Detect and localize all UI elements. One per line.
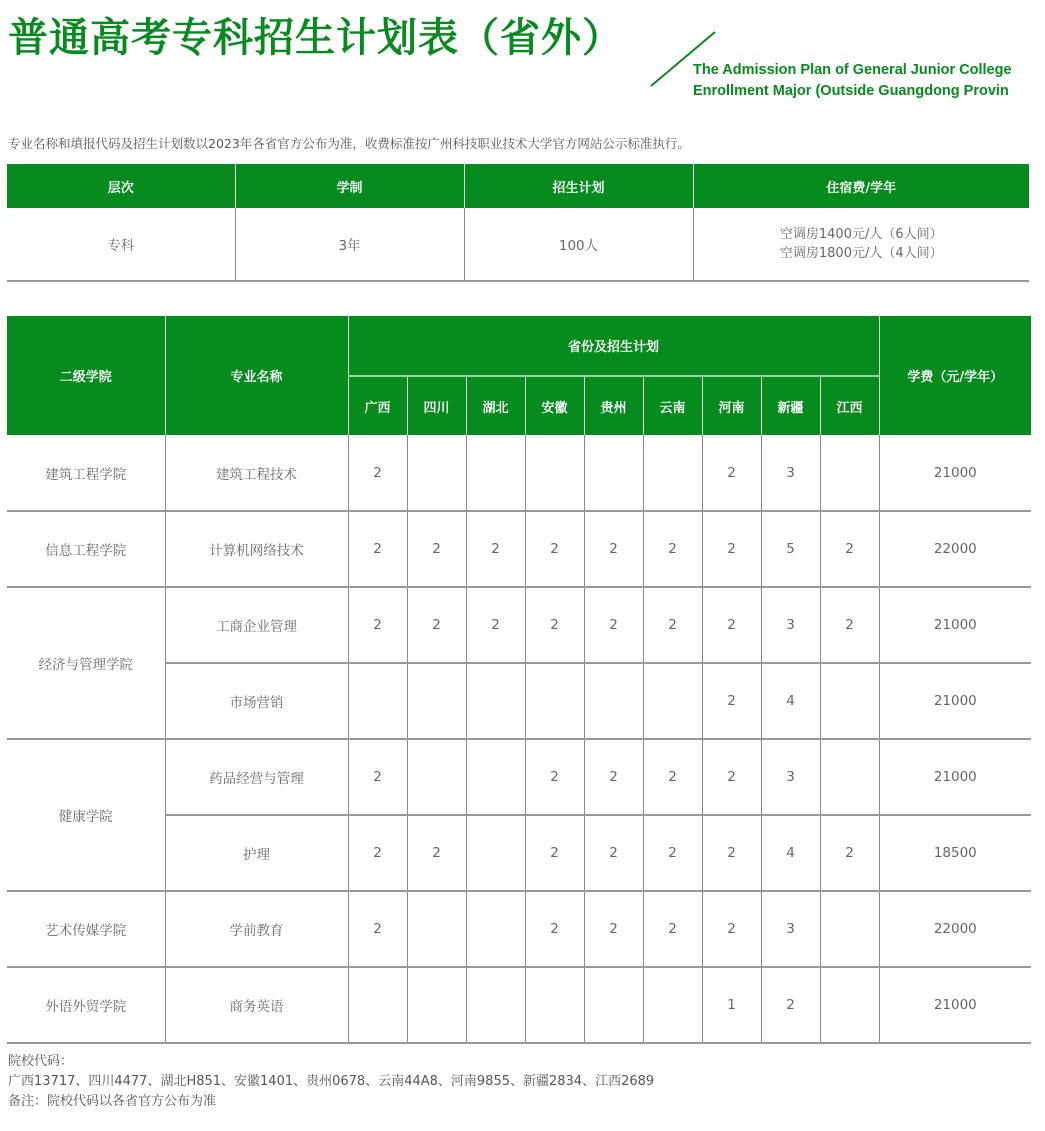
footer-notes (8, 1052, 654, 1112)
college-cell: 外语外贸学院 (7, 967, 165, 1043)
tuition-cell: 18500 (879, 815, 1031, 891)
count-cell: 5 (761, 511, 820, 587)
count-cell (820, 891, 879, 967)
count-cell (643, 967, 702, 1043)
table-row (7, 739, 1031, 815)
count-cell: 2 (525, 891, 584, 967)
enrollment-plan-table (7, 316, 1031, 1044)
college-cell: 健康学院 (7, 739, 165, 891)
count-cell (643, 435, 702, 511)
intro-note: 专业名称和填报代码及招生计划数以2023年各省官方公布为准，收费标准按广州科技职业技术大学官方网站公示标准执行。 (8, 136, 690, 151)
count-cell: 1 (702, 967, 761, 1043)
count-cell: 2 (702, 435, 761, 511)
major-cell: 学前教育 (165, 891, 348, 967)
count-cell (820, 435, 879, 511)
count-cell: 2 (584, 891, 643, 967)
tuition-cell: 21000 (879, 435, 1031, 511)
count-cell: 3 (761, 891, 820, 967)
tuition-cell: 22000 (879, 891, 1031, 967)
summary-row (7, 208, 1029, 281)
count-cell: 2 (348, 739, 407, 815)
count-cell: 2 (643, 511, 702, 587)
count-cell: 2 (525, 815, 584, 891)
header-province-hubei: 湖北 (466, 376, 525, 435)
count-cell (348, 967, 407, 1043)
header-level: 层次 (7, 164, 235, 208)
count-cell: 2 (466, 587, 525, 663)
count-cell: 2 (820, 587, 879, 663)
subtitle-line-2: Enrollment Major (Outside Guangdong Provin (693, 83, 1009, 99)
college-cell: 建筑工程学院 (7, 435, 165, 511)
count-cell (820, 739, 879, 815)
codes-label: 院校代码： (8, 1054, 74, 1069)
count-cell: 2 (702, 587, 761, 663)
college-cell: 艺术传媒学院 (7, 891, 165, 967)
remark: 备注：院校代码以各省官方公布为准 (8, 1094, 217, 1109)
table-row (7, 587, 1031, 663)
count-cell: 2 (525, 739, 584, 815)
header-college: 二级学院 (7, 316, 165, 435)
subtitle-line-1: The Admission Plan of General Junior College (693, 62, 1012, 78)
dorm-fee-line-2: 空调房1800元/人（4人间） (779, 246, 943, 261)
major-cell: 商务英语 (165, 967, 348, 1043)
major-cell: 工商企业管理 (165, 587, 348, 663)
header-province-henan: 河南 (702, 376, 761, 435)
header-duration: 学制 (235, 164, 464, 208)
count-cell: 2 (702, 663, 761, 739)
header-province-yunnan: 云南 (643, 376, 702, 435)
count-cell: 2 (761, 967, 820, 1043)
count-cell: 2 (407, 511, 466, 587)
count-cell (820, 967, 879, 1043)
summary-table (7, 164, 1029, 282)
count-cell (407, 435, 466, 511)
header-province-xinjiang: 新疆 (761, 376, 820, 435)
count-cell (407, 891, 466, 967)
count-cell (466, 815, 525, 891)
table-row (7, 967, 1031, 1043)
count-cell: 2 (525, 511, 584, 587)
count-cell: 2 (584, 815, 643, 891)
major-cell: 药品经营与管理 (165, 739, 348, 815)
count-cell: 2 (348, 511, 407, 587)
major-cell: 市场营销 (165, 663, 348, 739)
header-dorm-fee: 住宿费/学年 (693, 164, 1029, 208)
header-province-guangxi: 广西 (348, 376, 407, 435)
count-cell: 2 (584, 739, 643, 815)
count-cell: 2 (407, 815, 466, 891)
count-cell: 2 (702, 891, 761, 967)
tuition-cell: 21000 (879, 587, 1031, 663)
count-cell (407, 739, 466, 815)
count-cell (643, 663, 702, 739)
count-cell: 2 (584, 587, 643, 663)
count-cell (525, 435, 584, 511)
header-tuition: 学费（元/学年） (879, 316, 1031, 435)
header-province-jiangxi: 江西 (820, 376, 879, 435)
header-province-sichuan: 四川 (407, 376, 466, 435)
count-cell: 2 (643, 587, 702, 663)
count-cell: 2 (820, 815, 879, 891)
count-cell: 2 (348, 587, 407, 663)
count-cell: 4 (761, 663, 820, 739)
count-cell (584, 663, 643, 739)
count-cell (466, 663, 525, 739)
cell-duration: 3年 (235, 208, 464, 281)
count-cell (407, 967, 466, 1043)
table-row (7, 435, 1031, 511)
school-codes: 广西13717、四川4477、湖北H851、安徽1401、贵州0678、云南44A8、河南9855、新疆2834、江西2689 (8, 1074, 655, 1089)
table-row (7, 511, 1031, 587)
count-cell: 2 (466, 511, 525, 587)
count-cell: 2 (702, 511, 761, 587)
count-cell: 2 (348, 435, 407, 511)
count-cell: 3 (761, 739, 820, 815)
major-cell: 建筑工程技术 (165, 435, 348, 511)
header-plan: 招生计划 (464, 164, 693, 208)
count-cell: 2 (643, 891, 702, 967)
major-cell: 护理 (165, 815, 348, 891)
count-cell (584, 967, 643, 1043)
count-cell: 2 (584, 511, 643, 587)
cell-dorm-fee (693, 208, 1029, 281)
count-cell: 4 (761, 815, 820, 891)
count-cell: 3 (761, 435, 820, 511)
count-cell (407, 663, 466, 739)
count-cell: 2 (702, 739, 761, 815)
count-cell (525, 967, 584, 1043)
dorm-fee-line-1: 空调房1400元/人（6人间） (779, 227, 943, 242)
count-cell (348, 663, 407, 739)
header-province-guizhou: 贵州 (584, 376, 643, 435)
count-cell: 3 (761, 587, 820, 663)
college-cell: 信息工程学院 (7, 511, 165, 587)
count-cell: 2 (643, 815, 702, 891)
header-major: 专业名称 (165, 316, 348, 435)
count-cell: 2 (348, 815, 407, 891)
table-row (7, 891, 1031, 967)
count-cell (466, 739, 525, 815)
page-title: 普通高考专科招生计划表（省外） (8, 15, 623, 61)
cell-level: 专科 (7, 208, 235, 281)
tuition-cell: 22000 (879, 511, 1031, 587)
count-cell: 2 (643, 739, 702, 815)
header-provinces-group: 省份及招生计划 (348, 316, 879, 376)
english-subtitle (693, 60, 1012, 102)
count-cell: 2 (820, 511, 879, 587)
count-cell (584, 435, 643, 511)
tuition-cell: 21000 (879, 967, 1031, 1043)
count-cell: 2 (407, 587, 466, 663)
count-cell (820, 663, 879, 739)
tuition-cell: 21000 (879, 739, 1031, 815)
count-cell: 2 (525, 587, 584, 663)
college-cell: 经济与管理学院 (7, 587, 165, 739)
count-cell (466, 967, 525, 1043)
count-cell: 2 (348, 891, 407, 967)
count-cell (525, 663, 584, 739)
cell-plan: 100人 (464, 208, 693, 281)
tuition-cell: 21000 (879, 663, 1031, 739)
count-cell (466, 435, 525, 511)
header-province-anhui: 安徽 (525, 376, 584, 435)
major-cell: 计算机网络技术 (165, 511, 348, 587)
count-cell: 2 (702, 815, 761, 891)
count-cell (466, 891, 525, 967)
